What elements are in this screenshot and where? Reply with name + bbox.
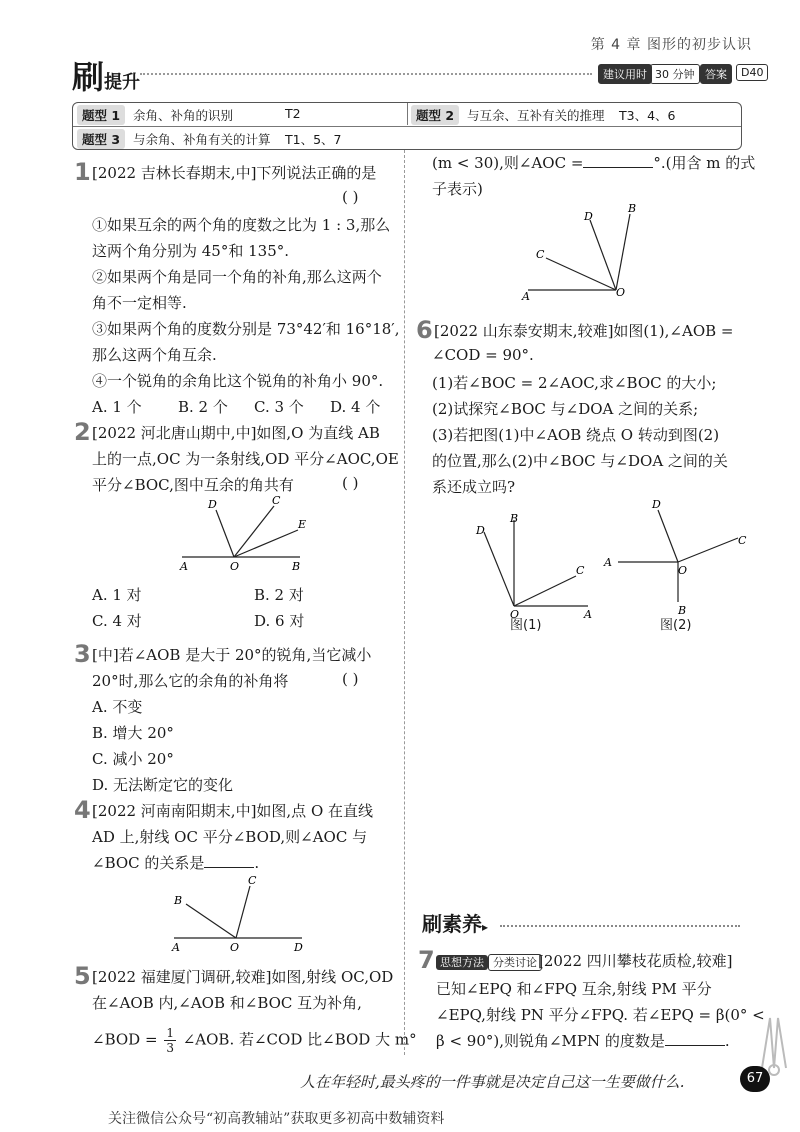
q5-line4: [432, 152, 755, 173]
q7-method-tag: [436, 952, 542, 970]
q4-number: 4: [74, 796, 91, 824]
q1-number: 1: [74, 158, 91, 186]
q7-line4a: β < 90°),则锐角∠MPN 的度数是: [436, 1032, 665, 1050]
method-value: 分类讨论: [488, 954, 542, 971]
q4-answer-blank[interactable]: [204, 853, 254, 868]
q2-number: 2: [74, 418, 91, 446]
answer-value: D40: [736, 64, 768, 81]
q6-fig1-caption: 图(1): [510, 618, 542, 633]
svg-text:O: O: [510, 608, 520, 620]
svg-text:A: A: [172, 941, 180, 954]
type-row-1: [73, 103, 741, 125]
suggest-time-label: 建议用时: [598, 64, 652, 84]
q5-line4a: (m < 30),则∠AOC =: [432, 154, 584, 172]
q6-line7: 系还成立吗?: [432, 478, 516, 496]
q1-option-b: B. 2 个: [178, 398, 228, 416]
svg-text:O: O: [616, 286, 626, 299]
svg-text:O: O: [230, 941, 240, 954]
svg-text:B: B: [174, 894, 183, 907]
q6-figure2: [600, 496, 750, 618]
q5-line3a: ∠BOD =: [92, 1030, 158, 1049]
q4-figure: [168, 874, 308, 954]
q5-line5: 子表示): [432, 180, 483, 198]
svg-text:C: C: [536, 248, 545, 261]
q5-line3: [92, 1026, 417, 1055]
q2-line2: 上的一点,OC 为一条射线,OD 平分∠AOC,OE: [92, 450, 399, 468]
q3-option-a: A. 不变: [92, 698, 143, 716]
q6-figure1: [470, 508, 600, 620]
q1-answer-paren: ( ): [342, 188, 359, 206]
svg-text:B: B: [628, 202, 637, 215]
q6-line3: (1)若∠BOC = 2∠AOC,求∠BOC 的大小;: [432, 374, 717, 392]
q1-s3a: ③如果两个角的度数分别是 73°42′和 16°18′,: [92, 320, 400, 338]
chapter-title: 第 4 章 图形的初步认识: [590, 37, 752, 53]
logo-main: 刷: [72, 58, 105, 96]
type1-questions: T2: [285, 106, 301, 121]
svg-text:O: O: [230, 560, 240, 573]
type3-text: 与余角、补角有关的计算: [133, 132, 271, 147]
q2-figure: [176, 494, 306, 574]
q6-line5: (3)若把图(1)中∠AOB 绕点 O 转动到图(2): [432, 426, 720, 444]
type2-label: 题型 2: [411, 105, 459, 125]
column-divider: [404, 150, 405, 1055]
q5-line4b: °.(用含 m 的式: [653, 154, 756, 172]
svg-text:D: D: [294, 941, 303, 954]
q4-line3-text: ∠BOC 的关系是: [92, 854, 205, 872]
q1-s2a: ②如果两个角是同一个角的补角,那么这两个: [92, 268, 382, 286]
q6-line4: (2)试探究∠BOC 与∠DOA 之间的关系;: [432, 400, 699, 418]
q6-line1: [2022 山东泰安期末,较难]如图(1),∠AOB =: [434, 322, 734, 340]
svg-text:B: B: [678, 604, 687, 617]
q5-number: 5: [74, 962, 91, 990]
fraction-numerator: 1: [166, 1026, 174, 1040]
type-row-2: [73, 126, 741, 149]
svg-text:E: E: [298, 518, 306, 531]
type2-questions: T3、4、6: [619, 108, 676, 123]
q7-line4: [436, 1030, 730, 1051]
suggest-time-value: 30 分钟: [650, 64, 700, 84]
q3-answer-paren: ( ): [342, 670, 359, 688]
q2-line1: [2022 河北唐山期中,中]如图,O 为直线 AB: [92, 424, 380, 442]
type1-label: 题型 1: [77, 105, 125, 125]
logo-sub: 提升: [104, 72, 141, 93]
q2-line3: 平分∠BOC,图中互余的角共有: [92, 476, 294, 494]
q3-line2: 20°时,那么它的余角的补角将: [92, 672, 289, 690]
svg-text:A: A: [604, 556, 612, 569]
q3-option-c: C. 减小 20°: [92, 750, 174, 768]
svg-text:C: C: [576, 564, 585, 577]
page-number: 67: [740, 1066, 770, 1092]
svg-text:B: B: [292, 560, 301, 573]
q5-answer-blank[interactable]: [583, 153, 653, 168]
q1-s4: ④一个锐角的余角比这个锐角的补角小 90°.: [92, 372, 384, 390]
q3-option-d: D. 无法断定它的变化: [92, 776, 234, 794]
footer-motto: 人在年轻时,最头疼的一件事就是决定自己这一生要做什么.: [300, 1073, 685, 1091]
q2-option-b: B. 2 对: [254, 586, 304, 604]
header-rule: [140, 73, 592, 75]
q3-number: 3: [74, 640, 91, 668]
q1-stem: [2022 吉林长春期末,中]下列说法正确的是: [92, 164, 377, 182]
answer-label: 答案: [700, 64, 732, 84]
q7-line3: ∠EPQ,射线 PN 平分∠FPQ. 若∠EPQ = β(0° <: [436, 1006, 765, 1024]
q3-option-b: B. 增大 20°: [92, 724, 174, 742]
section-rule: [500, 925, 740, 927]
svg-text:D: D: [208, 498, 217, 511]
q1-s1b: 这两个角分别为 45°和 135°.: [92, 242, 290, 260]
svg-text:A: A: [180, 560, 188, 573]
footer-wechat-note: 关注微信公众号“初高教辅站”获取更多初高中数辅资料: [108, 1111, 445, 1127]
q6-number: 6: [416, 316, 433, 344]
q7-line2: 已知∠EPQ 和∠FPQ 互余,射线 PM 平分: [436, 980, 712, 998]
svg-text:C: C: [248, 874, 257, 887]
type3-questions: T1、5、7: [285, 132, 342, 147]
section-logo: [72, 52, 140, 98]
type2-text: 与互余、互补有关的推理: [467, 108, 605, 123]
svg-text:D: D: [652, 498, 661, 511]
q1-option-d: D. 4 个: [330, 398, 381, 416]
svg-text:C: C: [272, 494, 281, 507]
q6-line2: ∠COD = 90°.: [432, 346, 534, 364]
svg-text:A: A: [522, 290, 530, 303]
q5-fraction: [164, 1026, 176, 1055]
q2-answer-paren: ( ): [342, 474, 359, 492]
q1-option-c: C. 3 个: [254, 398, 304, 416]
section-title-text: 刷素养: [422, 912, 482, 936]
q1-s1a: ①如果互余的两个角的度数之比为 1 : 3,那么: [92, 216, 391, 234]
q6-fig2-caption: 图(2): [660, 618, 692, 633]
q1-s2b: 角不一定相等.: [92, 294, 187, 312]
q5-line1: [2022 福建厦门调研,较难]如图,射线 OC,OD: [92, 968, 394, 986]
q4-line2: AD 上,射线 OC 平分∠BOD,则∠AOC 与: [92, 828, 368, 846]
q2-option-a: A. 1 对: [92, 586, 142, 604]
type1-text: 余角、补角的识别: [133, 108, 234, 123]
svg-text:B: B: [510, 512, 519, 525]
svg-text:C: C: [738, 534, 747, 547]
q7-answer-blank[interactable]: [665, 1031, 725, 1046]
q2-option-d: D. 6 对: [254, 612, 305, 630]
type3-label: 题型 3: [77, 129, 125, 149]
section-title-suyang: [422, 908, 488, 937]
q5-line2: 在∠AOB 内,∠AOB 和∠BOC 互为补角,: [92, 994, 362, 1012]
q3-line1: [中]若∠AOB 是大于 20°的锐角,当它减小: [92, 646, 372, 664]
q7-line1: [2022 四川攀枝花质检,较难]: [538, 952, 733, 970]
q1-s3b: 那么这两个角互余.: [92, 346, 217, 364]
question-type-table: [72, 102, 742, 150]
q6-line6: 的位置,那么(2)中∠BOC 与∠DOA 之间的关: [432, 452, 728, 470]
svg-text:A: A: [584, 608, 592, 620]
q5-line3b: ∠AOB. 若∠COD 比∠BOD 大 m°: [182, 1030, 417, 1049]
q7-number: 7: [418, 946, 435, 974]
svg-text:D: D: [476, 524, 485, 537]
method-label: 思想方法: [436, 955, 488, 970]
svg-text:D: D: [584, 210, 593, 223]
fraction-denominator: 3: [166, 1041, 174, 1055]
section-arrow-icon: ▸: [482, 920, 489, 934]
q4-line3: ∠BOC 的关系是 .: [92, 854, 260, 872]
q1-option-a: A. 1 个: [92, 398, 142, 416]
q7-line4b: .: [724, 1032, 730, 1050]
svg-text:O: O: [678, 564, 688, 577]
q4-line1: [2022 河南南阳期末,中]如图,点 O 在直线: [92, 802, 374, 820]
q2-option-c: C. 4 对: [92, 612, 142, 630]
q5-figure: [518, 198, 648, 306]
